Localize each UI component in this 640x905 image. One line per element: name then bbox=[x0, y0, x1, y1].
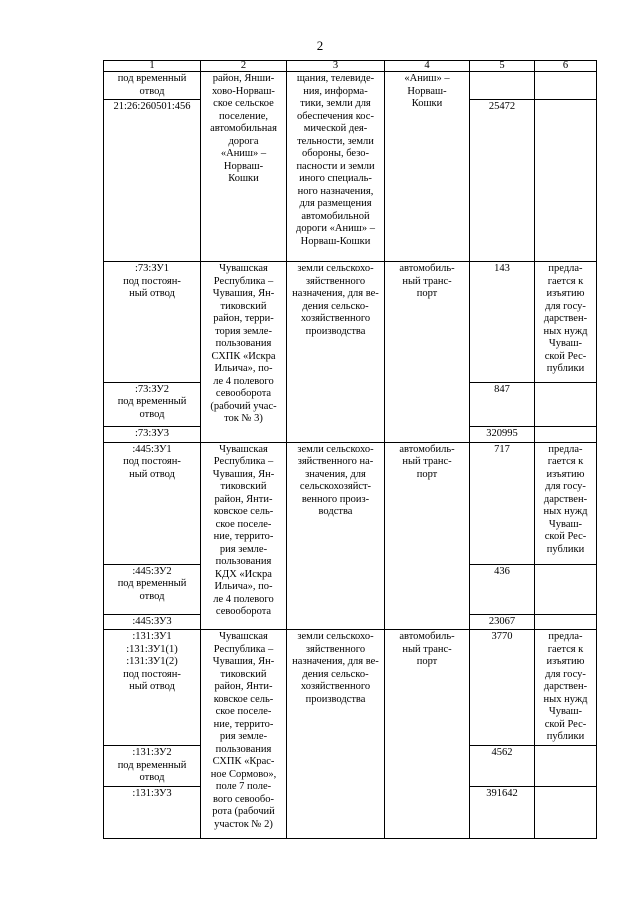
plot-id-cell: :131:ЗУ1 :131:ЗУ1(1) :131:ЗУ1(2) под постоян- ный отвод bbox=[104, 630, 201, 746]
table-row bbox=[104, 442, 597, 564]
note-cell: предла- гается к изъятию для госу- дарствен- ных нужд Чуваш- ской Рес- публики bbox=[535, 442, 597, 564]
land-category-cell: земли сельскохо- зяйственного назначения, для ве- дения сельско- хозяйственного производства bbox=[287, 630, 385, 839]
land-category-cell: земли сельскохо- зяйственного на- значения, для сельскохозяйст- венного произ- водства bbox=[287, 442, 385, 630]
column-number: 1 bbox=[104, 61, 201, 72]
plot-id-cell: :445:ЗУ3 bbox=[104, 614, 201, 630]
note-cell bbox=[535, 100, 597, 262]
table-row bbox=[104, 262, 597, 383]
plot-id-cell: под временный отвод bbox=[104, 72, 201, 100]
land-plots-table bbox=[103, 60, 597, 839]
area-cell: 4562 bbox=[470, 746, 535, 787]
location-cell-continued bbox=[201, 427, 287, 443]
purpose-cell: автомобиль- ный транс- порт bbox=[385, 442, 470, 630]
area-cell: 320995 bbox=[470, 427, 535, 443]
area-cell: 143 bbox=[470, 262, 535, 383]
plot-id-cell: :445:ЗУ2 под временный отвод bbox=[104, 564, 201, 614]
area-cell bbox=[470, 72, 535, 100]
area-cell: 3770 bbox=[470, 630, 535, 746]
note-cell: предла- гается к изъятию для госу- дарствен- ных нужд Чуваш- ской Рес- публики bbox=[535, 630, 597, 746]
plot-id-cell: 21:26:260501:456 bbox=[104, 100, 201, 262]
purpose-cell: «Аниш» – Норваш- Кошки bbox=[385, 72, 470, 262]
column-number: 4 bbox=[385, 61, 470, 72]
column-number: 2 bbox=[201, 61, 287, 72]
land-category-cell: земли сельскохо- зяйственного назначения, для ве- дения сельско- хозяйственного производства bbox=[287, 262, 385, 443]
note-cell bbox=[535, 72, 597, 100]
area-cell: 391642 bbox=[470, 786, 535, 838]
note-cell: предла- гается к изъятию для госу- дарствен- ных нужд Чуваш- ской Рес- публики bbox=[535, 262, 597, 383]
purpose-cell: автомобиль- ный транс- порт bbox=[385, 262, 470, 443]
area-cell: 436 bbox=[470, 564, 535, 614]
column-number-row bbox=[104, 61, 597, 72]
area-cell: 717 bbox=[470, 442, 535, 564]
plot-id-cell: :131:ЗУ3 bbox=[104, 786, 201, 838]
location-cell: Чувашская Республика – Чувашия, Ян- тиковский район, Янти- ковское сель- ское поселе- ние, террито- рия земле- пользования КДХ «Искра Ильича», по- ле 4 полевого севооборота bbox=[201, 442, 287, 630]
note-cell bbox=[535, 564, 597, 614]
note-cell bbox=[535, 746, 597, 787]
area-cell: 23067 bbox=[470, 614, 535, 630]
note-cell bbox=[535, 786, 597, 838]
area-cell: 847 bbox=[470, 382, 535, 426]
location-cell: Чувашская Республика – Чувашия, Ян- тиковский район, терри- тория земле- пользования СХПК «Искра Ильича», по- ле 4 полевого севооборота (рабочий учас- ток № 3) bbox=[201, 262, 287, 427]
plot-id-cell: :73:ЗУ2 под временный отвод bbox=[104, 382, 201, 426]
land-category-cell: щания, телевиде- ния, информа- тики, земли для обеспечения кос- мической дея- тельности, земли обороны, безо- пасности и земли иного специаль- ного назначения, для размещения автомобильной дороги «Аниш» – Норваш-Кошки bbox=[287, 72, 385, 262]
note-cell bbox=[535, 427, 597, 443]
page-number: 2 bbox=[316, 38, 324, 53]
purpose-cell: автомобиль- ный транс- порт bbox=[385, 630, 470, 839]
column-number: 3 bbox=[287, 61, 385, 72]
location-cell: Чувашская Республика – Чувашия, Ян- тиковский район, Янти- ковское сель- ское поселе- ние, террито- рия земле- пользования СХПК «Крас- ное Сормово», поле 7 поле- вого севообо- рота (рабочий участок № 2) bbox=[201, 630, 287, 839]
column-number: 6 bbox=[535, 61, 597, 72]
note-cell bbox=[535, 382, 597, 426]
plot-id-cell: :131:ЗУ2 под временный отвод bbox=[104, 746, 201, 787]
area-cell: 25472 bbox=[470, 100, 535, 262]
column-number: 5 bbox=[470, 61, 535, 72]
table-row bbox=[104, 72, 597, 100]
location-cell: район, Янши- хово-Норваш- ское сельское поселение, автомобильная дорога «Аниш» – Норваш- Кошки bbox=[201, 72, 287, 262]
table-row bbox=[104, 630, 597, 746]
plot-id-cell: :73:ЗУ3 bbox=[104, 427, 201, 443]
plot-id-cell: :73:ЗУ1 под постоян- ный отвод bbox=[104, 262, 201, 383]
plot-id-cell: :445:ЗУ1 под постоян- ный отвод bbox=[104, 442, 201, 564]
note-cell bbox=[535, 614, 597, 630]
